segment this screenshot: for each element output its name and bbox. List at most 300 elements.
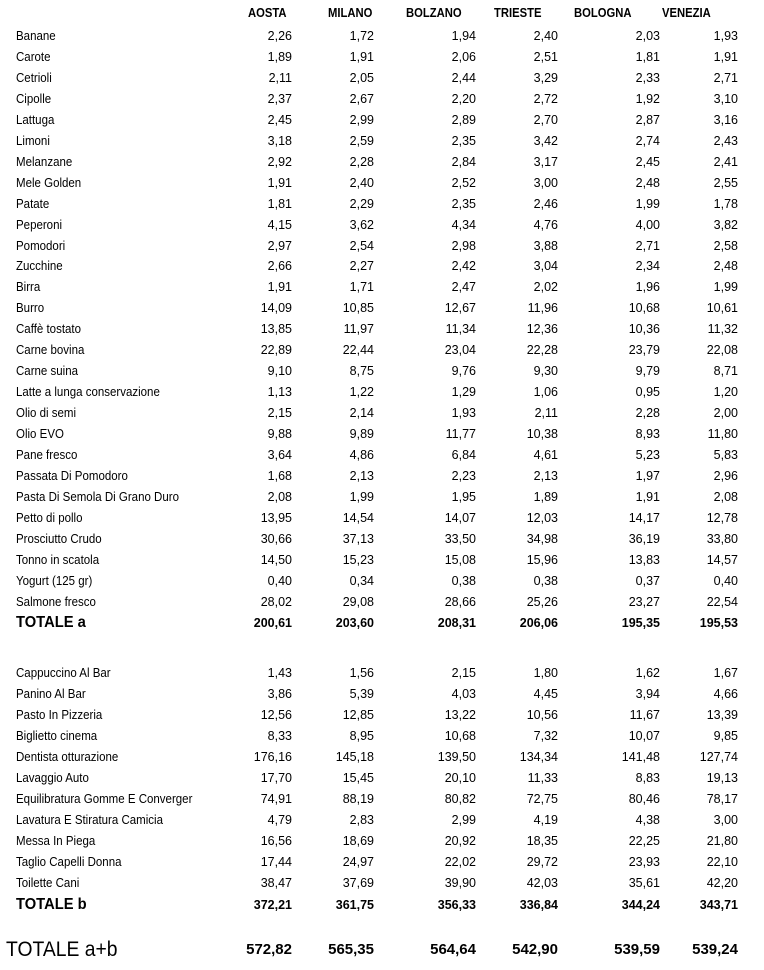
cell-value: 3,29 <box>533 71 558 85</box>
table-row <box>0 404 764 425</box>
table-row <box>0 664 764 685</box>
cell-value: 33,80 <box>706 532 738 546</box>
cell-value: 2,55 <box>713 176 738 190</box>
cell-value: 1,93 <box>451 406 476 420</box>
cell-value: 25,26 <box>526 595 558 609</box>
table-row <box>0 706 764 727</box>
cell-value: 18,69 <box>342 834 374 848</box>
cell-value: 24,97 <box>342 855 374 869</box>
cell-value: 2,08 <box>267 490 292 504</box>
cell-value: 208,31 <box>437 616 476 630</box>
cell-value: 9,76 <box>451 364 476 378</box>
column-header-milano: MILANO <box>328 6 373 20</box>
cell-value: 10,85 <box>342 301 374 315</box>
table-row <box>0 69 764 90</box>
cell-value: 14,57 <box>706 553 738 567</box>
cell-value: 12,36 <box>526 322 558 336</box>
cell-value: 4,86 <box>349 448 374 462</box>
cell-value: 3,18 <box>267 134 292 148</box>
cell-value: 22,44 <box>342 343 374 357</box>
cell-value: 2,02 <box>533 280 558 294</box>
cell-value: 13,39 <box>706 708 738 722</box>
row-label: Banane <box>16 29 56 43</box>
cell-value: 2,00 <box>713 406 738 420</box>
cell-value: 10,68 <box>444 729 476 743</box>
cell-value: 29,08 <box>342 595 374 609</box>
cell-value: 4,79 <box>267 813 292 827</box>
row-label: Patate <box>16 197 50 211</box>
table-row <box>0 27 764 48</box>
cell-value: 3,04 <box>533 259 558 273</box>
cell-value: 8,71 <box>713 364 738 378</box>
row-label: Carote <box>16 50 51 64</box>
cell-value: 361,75 <box>335 898 374 912</box>
cell-value: 0,38 <box>451 574 476 588</box>
cell-value: 2,37 <box>267 92 292 106</box>
cell-value: 14,07 <box>444 511 476 525</box>
row-label: Pasto In Pizzeria <box>16 708 103 722</box>
cell-value: 9,85 <box>713 729 738 743</box>
table-row <box>0 383 764 404</box>
cell-value: 134,34 <box>519 750 558 764</box>
cell-value: 15,96 <box>526 553 558 567</box>
cell-value: 39,90 <box>444 876 476 890</box>
cell-value: 11,97 <box>343 322 374 336</box>
row-label: Biglietto cinema <box>16 729 98 743</box>
cell-value: 23,79 <box>628 343 660 357</box>
cell-value: 3,82 <box>713 218 738 232</box>
row-label: Lavatura E Stiratura Camicia <box>16 813 164 827</box>
table-row <box>0 530 764 551</box>
cell-value: 2,34 <box>635 259 660 273</box>
cell-value: 4,76 <box>533 218 558 232</box>
cell-value: 3,16 <box>713 113 738 127</box>
cell-value: 2,48 <box>713 259 738 273</box>
row-label: Messa In Piega <box>16 834 96 848</box>
cell-value: 2,70 <box>533 113 558 127</box>
cell-value: 1,67 <box>713 666 738 680</box>
cell-value: 19,13 <box>706 771 738 785</box>
cell-value: 22,10 <box>706 855 738 869</box>
cell-value: 17,70 <box>260 771 292 785</box>
cell-value: 539,24 <box>692 941 738 958</box>
cell-value: 1,29 <box>451 385 476 399</box>
cell-value: 564,64 <box>430 941 476 958</box>
cell-value: 38,47 <box>260 876 292 890</box>
cell-value: 1,62 <box>635 666 660 680</box>
table-row <box>0 90 764 111</box>
cell-value: 2,08 <box>713 490 738 504</box>
cell-value: 542,90 <box>512 941 558 958</box>
row-label: TOTALE a <box>16 614 86 631</box>
cell-value: 22,08 <box>706 343 738 357</box>
cell-value: 11,33 <box>527 771 558 785</box>
cell-value: 10,36 <box>628 322 660 336</box>
cell-value: 11,96 <box>527 301 558 315</box>
cell-value: 12,03 <box>526 511 558 525</box>
cell-value: 1,96 <box>635 280 660 294</box>
cell-value: 141,48 <box>621 750 660 764</box>
row-label: Taglio Capelli Donna <box>16 855 122 869</box>
cell-value: 15,45 <box>342 771 374 785</box>
cell-value: 80,46 <box>628 792 660 806</box>
table-row <box>0 488 764 509</box>
cell-value: 88,19 <box>342 792 374 806</box>
row-label: Pomodori <box>16 239 66 253</box>
cell-value: 1,72 <box>349 29 374 43</box>
table-row <box>0 832 764 853</box>
cell-value: 15,23 <box>342 553 374 567</box>
cell-value: 28,02 <box>260 595 292 609</box>
table-row <box>0 685 764 706</box>
cell-value: 33,50 <box>444 532 476 546</box>
cell-value: 8,33 <box>267 729 292 743</box>
row-label: Cappuccino Al Bar <box>16 666 111 680</box>
cell-value: 4,45 <box>533 687 558 701</box>
table-row <box>0 853 764 874</box>
cell-value: 572,82 <box>246 941 292 958</box>
cell-value: 3,62 <box>349 218 374 232</box>
cell-value: 1,91 <box>713 50 738 64</box>
table-row <box>0 727 764 748</box>
cell-value: 8,93 <box>635 427 660 441</box>
cell-value: 12,67 <box>444 301 476 315</box>
cell-value: 0,37 <box>635 574 660 588</box>
row-label: Lattuga <box>16 113 55 127</box>
table-row <box>0 153 764 174</box>
cell-value: 2,54 <box>349 239 374 253</box>
table-row <box>0 299 764 320</box>
cell-value: 10,61 <box>706 301 738 315</box>
cell-value: 344,24 <box>621 898 660 912</box>
cell-value: 28,66 <box>444 595 476 609</box>
cell-value: 2,11 <box>268 71 292 85</box>
cell-value: 3,86 <box>267 687 292 701</box>
cell-value: 10,07 <box>628 729 660 743</box>
table-row <box>0 572 764 593</box>
cell-value: 1,92 <box>635 92 660 106</box>
cell-value: 22,28 <box>526 343 558 357</box>
cell-value: 22,89 <box>260 343 292 357</box>
cell-value: 21,80 <box>706 834 738 848</box>
cell-value: 13,83 <box>628 553 660 567</box>
cell-value: 2,45 <box>635 155 660 169</box>
cell-value: 1,89 <box>533 490 558 504</box>
cell-value: 13,85 <box>260 322 292 336</box>
cell-value: 1,91 <box>349 50 374 64</box>
table-row <box>0 174 764 195</box>
row-label: Salmone fresco <box>16 595 96 609</box>
cell-value: 2,40 <box>349 176 374 190</box>
cell-value: 1,68 <box>267 469 292 483</box>
column-header-bologna: BOLOGNA <box>574 6 632 20</box>
table-row <box>0 790 764 811</box>
cell-value: 2,05 <box>349 71 374 85</box>
cell-value: 3,00 <box>713 813 738 827</box>
cell-value: 5,39 <box>349 687 374 701</box>
table-row <box>0 320 764 341</box>
cell-value: 1,81 <box>267 197 292 211</box>
cell-value: 42,20 <box>706 876 738 890</box>
cell-value: 2,48 <box>635 176 660 190</box>
cell-value: 4,03 <box>451 687 476 701</box>
cell-value: 7,32 <box>533 729 558 743</box>
cell-value: 2,15 <box>451 666 476 680</box>
column-header-bolzano: BOLZANO <box>406 6 462 20</box>
row-label: Melanzane <box>16 155 73 169</box>
row-label: Pane fresco <box>16 448 78 462</box>
row-label: Olio di semi <box>16 406 77 420</box>
cell-value: 200,61 <box>253 616 292 630</box>
cell-value: 80,82 <box>444 792 476 806</box>
table-row <box>0 593 764 614</box>
row-label: Prosciutto Crudo <box>16 532 102 546</box>
cell-value: 9,10 <box>267 364 292 378</box>
row-label: TOTALE a+b <box>6 938 118 961</box>
cell-value: 195,53 <box>699 616 738 630</box>
cell-value: 2,47 <box>451 280 476 294</box>
cell-value: 9,89 <box>349 427 374 441</box>
cell-value: 1,20 <box>713 385 738 399</box>
cell-value: 17,44 <box>260 855 292 869</box>
cell-value: 2,71 <box>713 71 738 85</box>
cell-value: 4,19 <box>533 813 558 827</box>
cell-value: 2,35 <box>451 197 476 211</box>
cell-value: 127,74 <box>699 750 738 764</box>
cell-value: 2,13 <box>349 469 374 483</box>
cell-value: 30,66 <box>260 532 292 546</box>
cell-value: 11,77 <box>445 427 476 441</box>
row-label: Yogurt (125 gr) <box>16 574 93 588</box>
cell-value: 2,43 <box>713 134 738 148</box>
cell-value: 37,13 <box>342 532 374 546</box>
table-row <box>0 748 764 769</box>
cell-value: 78,17 <box>706 792 738 806</box>
row-label: Latte a lunga conservazione <box>16 385 160 399</box>
cell-value: 2,87 <box>635 113 660 127</box>
row-label: Petto di pollo <box>16 511 83 525</box>
table-row <box>0 425 764 446</box>
cell-value: 2,99 <box>451 813 476 827</box>
row-label: Carne bovina <box>16 343 85 357</box>
cell-value: 12,56 <box>260 708 292 722</box>
cell-value: 22,25 <box>628 834 660 848</box>
cell-value: 11,80 <box>707 427 738 441</box>
cell-value: 2,51 <box>533 50 558 64</box>
row-label: Cipolle <box>16 92 52 106</box>
row-label: Dentista otturazione <box>16 750 119 764</box>
cell-value: 2,41 <box>713 155 738 169</box>
cell-value: 4,34 <box>451 218 476 232</box>
cell-value: 2,42 <box>451 259 476 273</box>
table-row <box>0 278 764 299</box>
cell-value: 20,10 <box>444 771 476 785</box>
cell-value: 0,34 <box>349 574 374 588</box>
table-row <box>0 257 764 278</box>
cell-value: 36,19 <box>628 532 660 546</box>
cell-value: 565,35 <box>328 941 374 958</box>
cell-value: 22,02 <box>444 855 476 869</box>
cell-value: 12,85 <box>342 708 374 722</box>
cell-value: 42,03 <box>526 876 558 890</box>
cell-value: 2,67 <box>349 92 374 106</box>
cell-value: 2,14 <box>349 406 374 420</box>
cell-value: 3,94 <box>635 687 660 701</box>
cell-value: 2,96 <box>713 469 738 483</box>
cell-value: 2,40 <box>533 29 558 43</box>
cell-value: 1,71 <box>349 280 374 294</box>
cell-value: 2,28 <box>635 406 660 420</box>
cell-value: 18,35 <box>526 834 558 848</box>
cell-value: 0,38 <box>533 574 558 588</box>
cell-value: 2,89 <box>451 113 476 127</box>
cell-value: 372,21 <box>253 898 292 912</box>
row-label: TOTALE b <box>16 896 87 913</box>
cell-value: 0,40 <box>713 574 738 588</box>
cell-value: 8,75 <box>349 364 374 378</box>
cell-value: 2,29 <box>349 197 374 211</box>
table-row <box>0 509 764 530</box>
cell-value: 1,99 <box>349 490 374 504</box>
table-row <box>0 769 764 790</box>
cell-value: 1,89 <box>267 50 292 64</box>
cell-value: 23,93 <box>628 855 660 869</box>
table-row <box>0 216 764 237</box>
row-label: Carne suina <box>16 364 79 378</box>
cell-value: 1,22 <box>349 385 374 399</box>
cell-value: 16,56 <box>260 834 292 848</box>
row-label: Limoni <box>16 134 50 148</box>
cell-value: 11,67 <box>629 708 660 722</box>
cell-value: 74,91 <box>260 792 292 806</box>
cell-value: 35,61 <box>628 876 660 890</box>
row-label: Lavaggio Auto <box>16 771 89 785</box>
cell-value: 4,66 <box>713 687 738 701</box>
column-header-venezia: VENEZIA <box>662 6 711 20</box>
cell-value: 1,80 <box>533 666 558 680</box>
cell-value: 1,43 <box>267 666 292 680</box>
table-row <box>0 132 764 153</box>
cell-value: 1,56 <box>349 666 374 680</box>
row-label: Peperoni <box>16 218 63 232</box>
table-row <box>0 467 764 488</box>
cell-value: 2,52 <box>451 176 476 190</box>
cell-value: 0,40 <box>267 574 292 588</box>
cell-value: 2,27 <box>349 259 374 273</box>
cell-value: 2,66 <box>267 259 292 273</box>
cell-value: 3,64 <box>267 448 292 462</box>
cell-value: 29,72 <box>526 855 558 869</box>
cell-value: 2,13 <box>533 469 558 483</box>
cell-value: 3,17 <box>533 155 558 169</box>
row-label: Passata Di Pomodoro <box>16 469 128 483</box>
cell-value: 1,13 <box>267 385 292 399</box>
cell-value: 336,84 <box>519 898 558 912</box>
cell-value: 1,97 <box>635 469 660 483</box>
table-row <box>0 874 764 895</box>
cell-value: 12,78 <box>706 511 738 525</box>
column-header-aosta: AOSTA <box>248 6 287 20</box>
cell-value: 10,56 <box>526 708 558 722</box>
cell-value: 2,06 <box>451 50 476 64</box>
table-row <box>0 48 764 69</box>
cell-value: 1,78 <box>713 197 738 211</box>
cell-value: 2,84 <box>451 155 476 169</box>
cell-value: 2,45 <box>267 113 292 127</box>
cell-value: 72,75 <box>526 792 558 806</box>
cell-value: 1,94 <box>451 29 476 43</box>
row-label: Zucchine <box>16 259 63 273</box>
cell-value: 14,54 <box>342 511 374 525</box>
row-label: Mele Golden <box>16 176 82 190</box>
cell-value: 2,92 <box>267 155 292 169</box>
cell-value: 6,84 <box>451 448 476 462</box>
row-label: Birra <box>16 280 41 294</box>
table-row <box>0 237 764 258</box>
cell-value: 1,99 <box>713 280 738 294</box>
cell-value: 2,03 <box>635 29 660 43</box>
table-row <box>0 811 764 832</box>
cell-value: 1,91 <box>267 280 292 294</box>
cell-value: 37,69 <box>342 876 374 890</box>
cell-value: 356,33 <box>437 898 476 912</box>
cell-value: 3,42 <box>533 134 558 148</box>
cell-value: 2,20 <box>451 92 476 106</box>
cell-value: 22,54 <box>706 595 738 609</box>
cell-value: 3,10 <box>713 92 738 106</box>
table-row <box>0 551 764 572</box>
row-label: Toilette Cani <box>16 876 80 890</box>
cell-value: 9,30 <box>533 364 558 378</box>
row-label: Pasta Di Semola Di Grano Duro <box>16 490 179 504</box>
cell-value: 1,81 <box>635 50 660 64</box>
cell-value: 2,97 <box>267 239 292 253</box>
cell-value: 145,18 <box>335 750 374 764</box>
cell-value: 4,00 <box>635 218 660 232</box>
cell-value: 2,99 <box>349 113 374 127</box>
cell-value: 2,44 <box>451 71 476 85</box>
table-row <box>0 341 764 362</box>
cell-value: 4,61 <box>533 448 558 462</box>
cell-value: 2,15 <box>267 406 292 420</box>
cell-value: 139,50 <box>437 750 476 764</box>
cell-value: 13,95 <box>260 511 292 525</box>
cell-value: 2,72 <box>533 92 558 106</box>
row-label: Equilibratura Gomme E Converger <box>16 792 193 806</box>
row-label: Caffè tostato <box>16 322 82 336</box>
cell-value: 203,60 <box>335 616 374 630</box>
row-label: Panino Al Bar <box>16 687 86 701</box>
cell-value: 2,35 <box>451 134 476 148</box>
row-label: Olio EVO <box>16 427 64 441</box>
cell-value: 3,00 <box>533 176 558 190</box>
cell-value: 195,35 <box>621 616 660 630</box>
table-row <box>0 446 764 467</box>
cell-value: 343,71 <box>699 898 738 912</box>
cell-value: 14,50 <box>260 553 292 567</box>
cell-value: 1,99 <box>635 197 660 211</box>
cell-value: 11,34 <box>445 322 476 336</box>
cell-value: 20,92 <box>444 834 476 848</box>
cell-value: 14,09 <box>260 301 292 315</box>
cell-value: 2,74 <box>635 134 660 148</box>
cell-value: 176,16 <box>253 750 292 764</box>
cell-value: 2,23 <box>451 469 476 483</box>
cell-value: 2,83 <box>349 813 374 827</box>
cell-value: 5,83 <box>713 448 738 462</box>
cell-value: 23,27 <box>628 595 660 609</box>
cell-value: 11,32 <box>707 322 738 336</box>
